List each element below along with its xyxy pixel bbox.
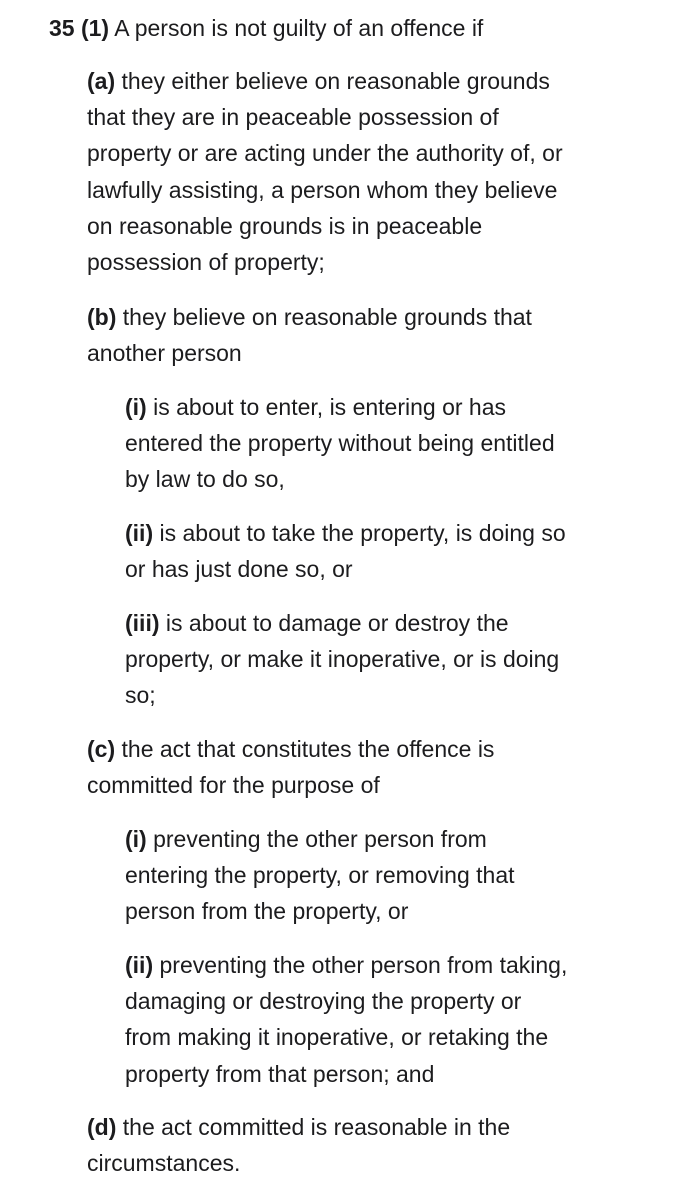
paragraph-b — [87, 299, 532, 371]
subparagraph-text: by law to do so, — [125, 466, 285, 493]
paragraph-text: possession of property; — [87, 248, 325, 275]
subparagraph-c-ii — [125, 947, 567, 1092]
paragraph-text: property or are acting under the authority of, or — [87, 140, 563, 167]
subparagraph-text: property from that person; and — [125, 1060, 435, 1087]
paragraph-text: another person — [87, 340, 242, 367]
paragraph-text: they believe on reasonable grounds that — [122, 304, 532, 330]
paragraph-text: that they are in peaceable possession of — [87, 104, 499, 131]
subparagraph-label: (iii) — [125, 610, 160, 636]
paragraph-text: they either believe on reasonable grounds — [121, 68, 550, 94]
paragraph-text: on reasonable grounds is in peaceable — [87, 212, 483, 239]
subparagraph-text: preventing the other person from — [153, 826, 487, 852]
subparagraph-c-i — [125, 821, 515, 930]
section-number: 35 — [49, 15, 75, 41]
paragraph-label: (b) — [87, 304, 117, 330]
subparagraph-text: property, or make it inoperative, or is doing — [125, 646, 560, 673]
paragraph-text: committed for the purpose of — [87, 772, 380, 799]
section-intro-text: A person is not guilty of an offence if — [114, 15, 484, 41]
subparagraph-text: or has just done so, or — [125, 556, 353, 583]
paragraph-text: the act committed is reasonable in the — [122, 1114, 511, 1140]
section-intro — [49, 10, 483, 46]
subparagraph-b-i — [125, 389, 555, 498]
paragraph-label: (d) — [87, 1114, 117, 1140]
paragraph-label: (c) — [87, 736, 116, 762]
subparagraph-text: person from the property, or — [125, 898, 409, 925]
subparagraph-text: is about to damage or destroy the — [165, 610, 509, 636]
subparagraph-label: (ii) — [125, 520, 154, 546]
subparagraph-b-ii — [125, 515, 566, 587]
subparagraph-label: (i) — [125, 394, 147, 420]
subparagraph-text: is about to enter, is entering or has — [153, 394, 506, 420]
subparagraph-b-iii — [125, 605, 559, 714]
paragraph-a — [87, 63, 563, 280]
subparagraph-text: is about to take the property, is doing so — [159, 520, 566, 546]
subparagraph-text: from making it inoperative, or retaking the — [125, 1024, 549, 1051]
subparagraph-text: damaging or destroying the property or — [125, 988, 522, 1015]
paragraph-c — [87, 731, 494, 803]
subparagraph-text: so; — [125, 682, 156, 709]
subparagraph-text: entered the property without being entitled — [125, 430, 555, 457]
paragraph-text: lawfully assisting, a person whom they believe — [87, 176, 558, 203]
paragraph-d — [87, 1109, 510, 1181]
paragraph-text: circumstances. — [87, 1150, 241, 1177]
paragraph-label: (a) — [87, 68, 116, 94]
subparagraph-label: (i) — [125, 826, 147, 852]
subparagraph-label: (ii) — [125, 952, 154, 978]
subparagraph-text: preventing the other person from taking, — [159, 952, 568, 978]
subparagraph-text: entering the property, or removing that — [125, 862, 515, 889]
paragraph-text: the act that constitutes the offence is — [121, 736, 495, 762]
subsection-number: (1) — [80, 15, 110, 41]
